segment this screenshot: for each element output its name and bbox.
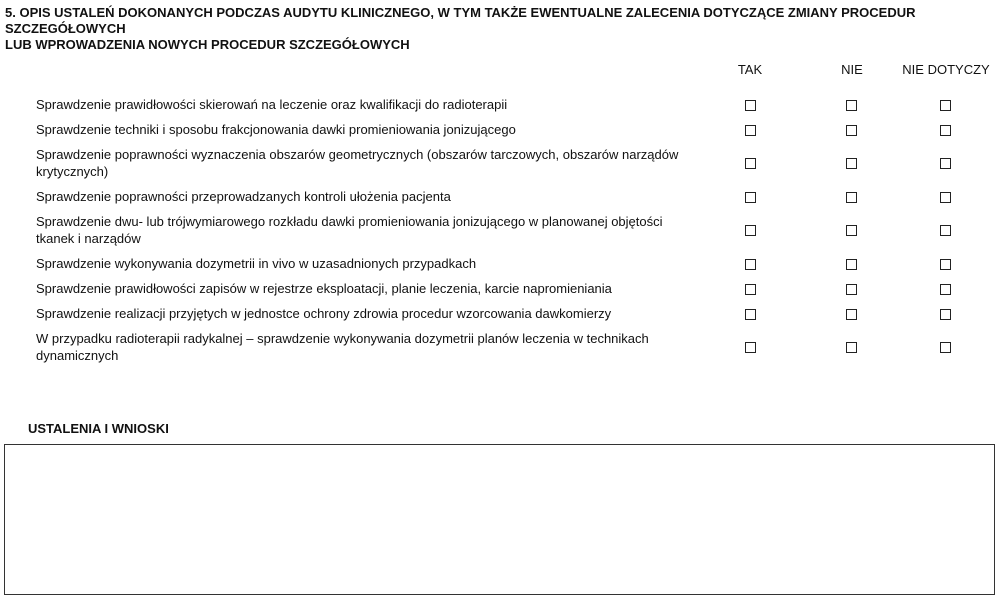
checklist-item-label: Sprawdzenie wykonywania dozymetrii in vivo w uzasadnionych przypadkach — [36, 256, 477, 271]
checkbox-nie-dotyczy[interactable] — [940, 125, 951, 136]
checkbox-tak[interactable] — [745, 342, 756, 353]
checklist-row — [36, 213, 996, 247]
column-header-nie-dotyczy: NIE DOTYCZY — [902, 62, 990, 77]
checkbox-tak[interactable] — [745, 225, 756, 236]
checkbox-tak[interactable] — [745, 192, 756, 203]
checklist-item-label: Sprawdzenie poprawności wyznaczenia obszarów geometrycznych (obszarów tarczowych, obszarów narządów krytycznych) — [36, 147, 679, 179]
checklist-row — [36, 188, 996, 205]
checkbox-tak[interactable] — [745, 309, 756, 320]
checkbox-nie-dotyczy[interactable] — [940, 158, 951, 169]
column-header-tak: TAK — [737, 62, 763, 77]
checkbox-nie[interactable] — [846, 309, 857, 320]
checklist-item-label: Sprawdzenie dwu- lub trójwymiarowego rozkładu dawki promieniowania jonizującego w planowanej objętości tkanek i narządów — [36, 214, 663, 246]
checklist-item-label: Sprawdzenie prawidłowości zapisów w rejestrze eksploatacji, planie leczenia, karcie napromieniania — [36, 281, 612, 296]
checklist-item-label: Sprawdzenie realizacji przyjętych w jednostce ochrony zdrowia procedur wzorcowania dawkomierzy — [36, 306, 612, 321]
section-heading-line1: 5. OPIS USTALEŃ DOKONANYCH PODCZAS AUDYTU KLINICZNEGO, W TYM TAKŻE EWENTUALNE ZALECENIA DOTYCZĄCE ZMIANY PROCEDUR SZCZEGÓŁOWYCH — [5, 5, 916, 36]
checklist-row — [36, 305, 996, 322]
section-heading — [5, 5, 965, 53]
checkbox-nie[interactable] — [846, 192, 857, 203]
checkbox-nie[interactable] — [846, 342, 857, 353]
checkbox-nie-dotyczy[interactable] — [940, 100, 951, 111]
checkbox-nie[interactable] — [846, 125, 857, 136]
summary-textarea[interactable] — [4, 444, 995, 595]
checklist-row — [36, 280, 996, 297]
summary-title: USTALENIA I WNIOSKI — [28, 421, 169, 436]
checklist-item-label: Sprawdzenie techniki i sposobu frakcjonowania dawki promieniowania jonizującego — [36, 122, 516, 137]
checkbox-nie[interactable] — [846, 284, 857, 295]
checkbox-nie-dotyczy[interactable] — [940, 225, 951, 236]
checkbox-nie[interactable] — [846, 259, 857, 270]
checklist-item-label: W przypadku radioterapii radykalnej – sprawdzenie wykonywania dozymetrii planów leczenia w technikach dynamicznych — [36, 331, 649, 363]
checkbox-nie-dotyczy[interactable] — [940, 309, 951, 320]
checkbox-nie-dotyczy[interactable] — [940, 192, 951, 203]
column-header-nie: NIE — [841, 62, 863, 77]
checkbox-nie[interactable] — [846, 225, 857, 236]
checkbox-tak[interactable] — [745, 284, 756, 295]
checklist-item-label: Sprawdzenie poprawności przeprowadzanych kontroli ułożenia pacjenta — [36, 189, 451, 204]
checkbox-nie-dotyczy[interactable] — [940, 342, 951, 353]
checkbox-nie[interactable] — [846, 158, 857, 169]
checklist-item-label: Sprawdzenie prawidłowości skierowań na leczenie oraz kwalifikacji do radioterapii — [36, 97, 508, 112]
checkbox-tak[interactable] — [745, 259, 756, 270]
checklist-row — [36, 121, 996, 138]
checkbox-nie-dotyczy[interactable] — [940, 259, 951, 270]
checkbox-tak[interactable] — [745, 100, 756, 111]
checklist-row — [36, 255, 996, 272]
checkbox-tak[interactable] — [745, 125, 756, 136]
checkbox-tak[interactable] — [745, 158, 756, 169]
checkbox-nie-dotyczy[interactable] — [940, 284, 951, 295]
section-heading-line2: LUB WPROWADZENIA NOWYCH PROCEDUR SZCZEGÓŁOWYCH — [5, 37, 410, 52]
checkbox-nie[interactable] — [846, 100, 857, 111]
checklist-row — [36, 96, 996, 113]
checklist-row — [36, 146, 996, 180]
checklist-row — [36, 330, 996, 364]
audit-checklist — [36, 96, 996, 372]
